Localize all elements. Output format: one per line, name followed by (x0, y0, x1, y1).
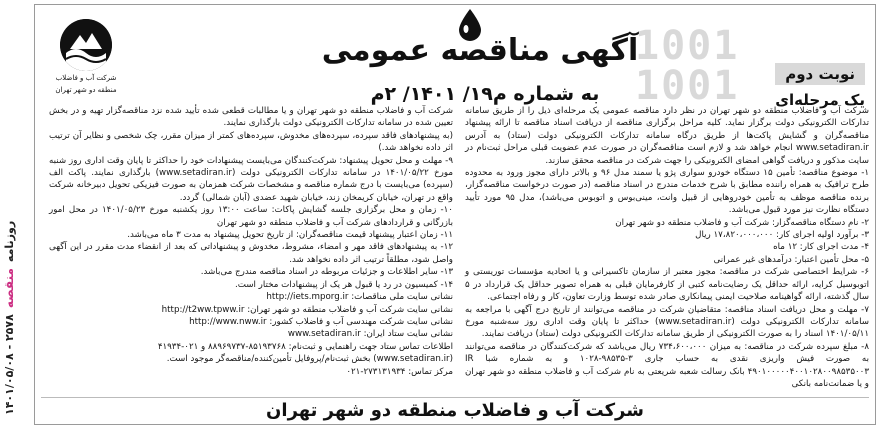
notice-paragraph: (به پیشنهادهای فاقد سپرده، سپرده‌های مخدوش، سپرده‌های کمتر از میزان مقرر، چک شخصی و نظایر آن ترتیب اثر داده نخواهد شد.) (49, 130, 453, 154)
notice-paragraph: ۵- محل تأمین اعتبار: درآمدهای غیر عمرانی (713, 254, 869, 265)
logo-caption-1: شرکت آب و فاضلاب (55, 74, 117, 82)
notice-paragraph: ۹- مهلت و محل تحویل پیشنهاد: شرکت‌کنندگان می‌بایست پیشنهادات خود را حداکثر تا پایان وقت اداری روز شنبه مورخ ۱۴۰۱/۰۵/۲۲ در سامانه تدارکات الکترونیکی دولت (www.setadiran.ir) بارگذاری نمایند. پاکت الف (سپرده) می‌بایست با درج شماره مناقصه و مشخصات شرکت همزمان به صورت فیزیکی تحویل دبیرخانه شرکت واقع در تهران، خیابان کریمخان زند، خیابان شهید عضدی (آبان شمالی) گردد. (49, 155, 453, 203)
notice-paragraph: نشانی سایت شرکت مهندسی آب و فاضلاب کشور: http://www.nww.ir (189, 316, 453, 327)
left-column (49, 105, 453, 378)
notice-paragraph: ۳- برآورد اولیه اجرای کار: ۱۷،۸۲۰،۰۰۰،۰۰۰ ریال (695, 230, 869, 241)
side-issue-number: ۱۴۰۱/۰۵/۰۸ - ۲۵۷۸ (2, 314, 16, 415)
round-badge (775, 63, 865, 109)
notice-paragraph: ۶- شرایط اختصاصی شرکت در مناقصه: مجوز معتبر از سازمان تاکسیرانی و یا اتحادیه مؤسسات توریستی و اتوبوسیل کرایه، ارائه حداقل یک رضایت‌نامه کتبی از کارفرمایان قبلی به همراه تصویر حداقل یک قرارداد در ۵ سال گذشته، ارائه گواهینامه صلاحیت ایمنی پیمانکاری صادر شده توسط وزارت تعاون، کار و رفاه اجتماعی. (465, 267, 869, 303)
stage-label: یک مرحله‌ای (775, 91, 865, 109)
notice-paragraph: شرکت آب و فاضلاب منطقه دو شهر تهران در نظر دارد مناقصه عمومی یک مرحله‌ای ذیل را از طریق سامانه تدارکات الکترونیکی دولت برگزار نماید. کلیه مراحل برگزاری مناقصه از دریافت اسناد مناقصه تا ارائه پیشنهاد مناقصه‌گران و گشایش پاکت‌ها از طریق درگاه سامانه تدارکات الکترونیکی دولت (ستاد) به آدرس www.setadiran.ir انجام خواهد شد و لازم است مناقصه‌گران در صورت عدم عضویت قبلی مراحل ثبت‌نام در سایت مذکور و دریافت گواهی امضای الکترونیکی را جهت شرکت در مناقصه محقق سازند. (465, 106, 869, 166)
watermark: 1001 (635, 23, 740, 69)
round-label: نوبت دوم (775, 63, 865, 85)
notice-paragraph: ۲- نام دستگاه مناقصه‌گزار: شرکت آب و فاضلاب منطقه دو شهر تهران (615, 217, 869, 228)
ad-number: به شماره م۱۹/ ۱۴۰۱/ ۲م (370, 83, 600, 105)
notice-paragraph: ۱۴- کمیسیون در رد یا قبول هر یک از پیشنهادات مختار است. (234, 279, 453, 290)
notice-paragraph: ۴- مدت اجرای کار: ۱۲ ماه (773, 242, 869, 253)
notice-paragraph: مرکز تماس: ۲۷۳۱۳۱۹۳۴-۰۲۱ (346, 366, 453, 377)
notice-paragraph: ۱۰- زمان و محل برگزاری جلسه گشایش پاکات: ساعت ۱۳:۰۰ روز یکشنبه مورخ ۱۴۰۱/۰۵/۲۳ در محل امور بازرگانی و قراردادهای شرکت آب و فاضلاب منطقه دو شهر تهران (49, 205, 453, 228)
notice-paragraph: ۱۱- زمان اعتبار پیشنهاد قیمت مناقصه‌گران: از تاریخ تحویل پیشنهاد به مدت ۳ ماه می‌باشد. (127, 230, 453, 241)
notice-paragraph: (www.setadiran.ir) بخش ثبت‌نام/پروفایل تأمین‌کننده/مناقصه‌گر موجود است. (166, 354, 453, 365)
ad-title: آگهی مناقصه عمومی (321, 33, 639, 68)
company-logo (41, 19, 131, 95)
logo-emblem-icon (60, 19, 112, 71)
notice-paragraph: اطلاعات تماس ستاد جهت راهنمایی و ثبت‌نام: ۸۵۱۹۳۷۶۸-۸۸۹۶۹۷۳۷ و ۰۲۱-۴۱۹۳۴ (157, 341, 453, 352)
notice-paragraph: نشانی سایت شرکت آب و فاضلاب منطقه دو شهر تهران: http://t2ww.tpww.ir (161, 304, 453, 315)
notice-paragraph: ۷- مهلت و محل دریافت اسناد مناقصه: متقاضیان شرکت در مناقصه می‌توانند از تاریخ درج آگهی با مراجعه به سامانه تدارکات الکترونیکی دولت (www.setadiran.ir) حداکثر تا پایان وقت اداری روز سه‌شنبه مورخ ۱۴۰۱/۰۵/۱۱ اسناد را به صورت الکترونیکی از طریق سامانه تدارکات الکترونیکی دولت (ستاد) دریافت نمایند. (465, 304, 869, 340)
side-brand-highlight: منقصه (2, 268, 16, 309)
notice-paragraph: شرکت آب و فاضلاب منطقه دو شهر تهران و یا مطالبات قطعی شده تأیید شده نزد مناقصه‌گزار تهیه و در بخش تعیین شده در سامانه تدارکات الکترونیکی دولت بارگذاری نمایند. (49, 106, 453, 129)
side-publication-info (2, 15, 16, 415)
footer-company-name: شرکت آب و فاضلاب منطقه دو شهر تهران (41, 397, 869, 422)
advertisement-frame (34, 4, 876, 425)
notice-paragraph: ۱- موضوع مناقصه: تأمین ۱۵ دستگاه خودرو سواری پژو یا سمند مدل ۹۶ و بالاتر دارای مجوز ورود به محدوده طرح ترافیک به همراه راننده مطابق با شرح خدمات مندرج در اسناد مناقصه (در صورت درخواست مناقصه‌گزار، برنده مناقصه موظف به تأمین خودروهایی از قبیل وانت، مینی‌بوس و اتوبوس می‌باشد)، مدل ۹۵ مورد تأیید دستگاه نظارت نیز مورد قبول می‌باشد. (465, 168, 869, 216)
right-column (465, 105, 869, 390)
logo-caption-2: منطقه دو شهر تهران (55, 86, 117, 94)
notice-paragraph: نشانی سایت ستاد ایران: www.setadiran.ir (287, 329, 453, 340)
side-brand: روزنامه (2, 220, 16, 263)
notice-paragraph: نشانی سایت ملی مناقصات: http://iets.mporg.ir (266, 292, 453, 303)
side-strip (0, 0, 30, 429)
notice-paragraph: ۸- مبلغ سپرده شرکت در مناقصه: به میزان ۷۳۴،۶۰۰،۰۰۰ ریال می‌باشد که شرکت‌کنندگان در مناقصه می‌توانند به صورت فیش واریزی نقدی به حساب جاری ۳-۹۸۵۳۵-۱۰۲۸ و به شماره شبا IR ۴۹۰۱۰۰۰۰۰۴۰۰۱۰۲۸۰۰۹۸۵۳۵۰۰۳ بانک رسالت شعبه شریعتی به نام شرکت آب و فاضلاب منطقه دو شهر تهران و یا ضمانت‌نامه بانکی (465, 341, 869, 389)
notice-paragraph: ۱۳- سایر اطلاعات و جزئیات مربوطه در اسناد مناقصه مندرج می‌باشد. (200, 267, 453, 278)
notice-paragraph: ۱۲- به پیشنهادهای فاقد مهر و امضاء، مشروط، مخدوش و پیشنهاداتی که بعد از انقضاء مدت مقرر در این آگهی واصل شود، مطلقاً ترتیب اثر داده نخواهد شد. (49, 242, 453, 265)
watermark: 1001 (635, 63, 740, 109)
